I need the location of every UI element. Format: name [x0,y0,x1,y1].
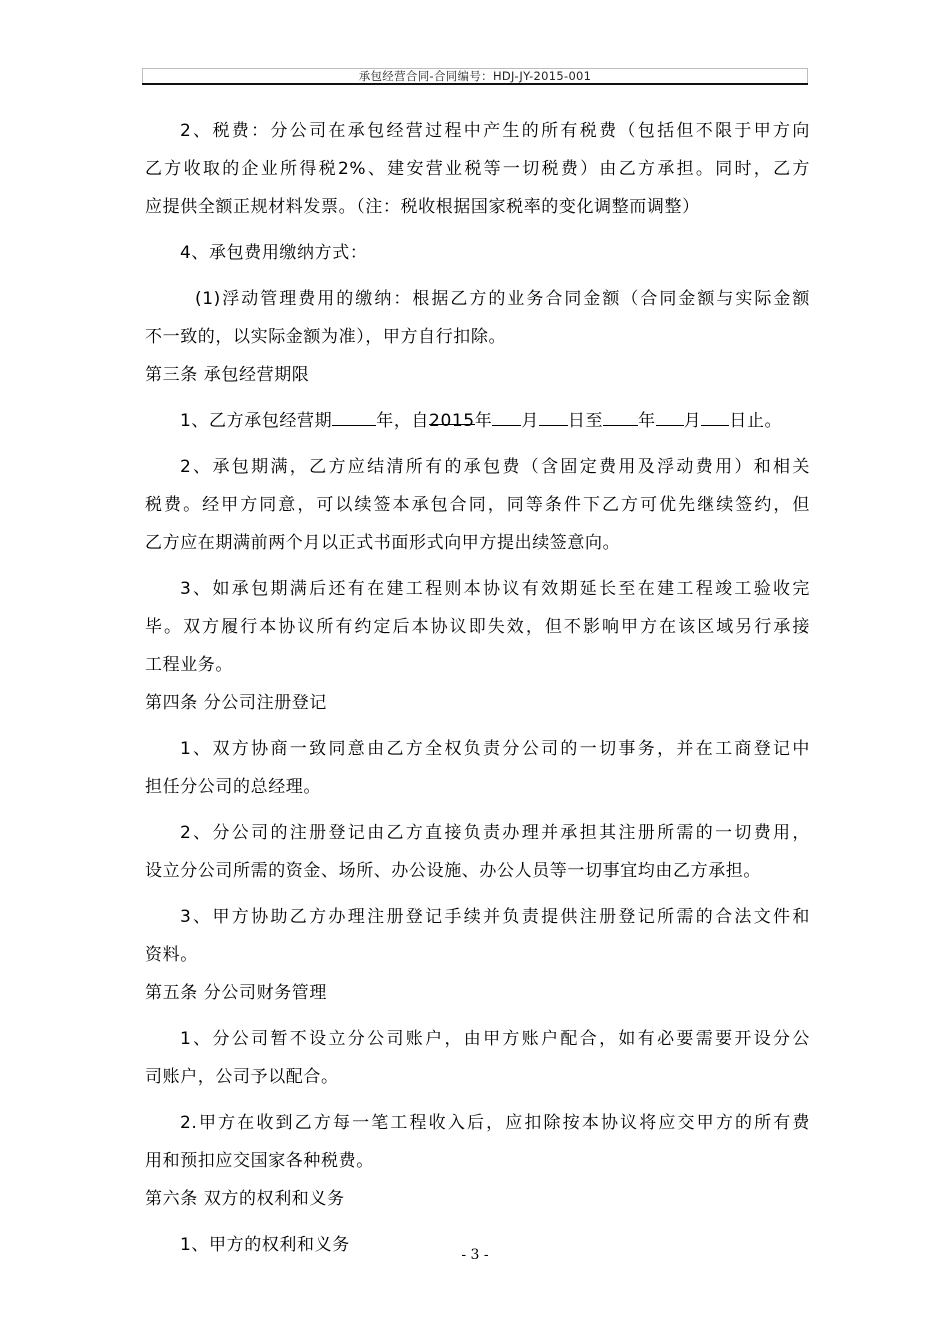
payment-method-title: 4、承包费用缴纳方式： [180,243,368,263]
end-day-blank [701,403,729,426]
header-rule [142,83,808,85]
term-years-blank [332,403,376,426]
art3-p3-line-3: 工程业务。 [145,655,233,675]
page-header [142,68,808,83]
art4-p1-line-1: 1、双方协商一致同意由乙方全权负责分公司的一切事务，并在工商登记中 [180,739,810,759]
start-day-blank [539,403,568,426]
art3-p3-line-1: 3、如承包期满后还有在建工程则本协议有效期延长至在建工程竣工验收完 [180,579,810,599]
art5-p2-line-2: 用和预扣应交国家各种税费。 [145,1151,374,1171]
art3-p2-line-2: 税费。经甲方同意，可以续签本承包合同，同等条件下乙方可优先继续签约，但 [145,495,810,515]
start-year-value: 2015 [429,402,475,425]
art5-p2-line-1: 2.甲方在收到乙方每一笔工程收入后，应扣除按本协议将应交甲方的所有费 [180,1113,810,1133]
art4-p2-line-2: 设立分公司所需的资金、场所、办公设施、办公人员等一切事宜均由乙方承担。 [145,861,761,881]
end-month-blank [656,403,684,426]
art3-p3-line-2: 毕。双方履行本协议所有约定后本协议即失效，但不影响甲方在该区域另行承接 [145,617,810,637]
art4-p1-line-2: 担任分公司的总经理。 [145,777,321,797]
article-4-title: 第四条 分公司注册登记 [145,693,328,713]
art6-p1-heading: 1、甲方的权利和义务 [180,1235,350,1255]
document-body [145,112,810,1264]
article-5-title: 第五条 分公司财务管理 [145,983,328,1003]
art5-p1-line-1: 1、分公司暂不设立分公司账户，由甲方账户配合，如有必要需要开设分公 [180,1029,810,1049]
header-text: 承包经营合同-合同编号：HDJ-JY-2015-001 [358,69,592,83]
end-year-blank [603,403,638,426]
art4-p3-line-1: 3、甲方协助乙方办理注册登记手续并负责提供注册登记所需的合法文件和 [180,907,810,927]
article-6-title: 第六条 双方的权利和义务 [145,1189,345,1209]
tax-line-2: 乙方收取的企业所得税2%、建安营业税等一切税费）由乙方承担。同时，乙方 [145,159,810,179]
payment-line-1: (1)浮动管理费用的缴纳：根据乙方的业务合同金额（合同金额与实际金额 [195,289,810,309]
tax-line-1: 2、税费：分公司在承包经营过程中产生的所有税费（包括但不限于甲方向 [180,121,810,141]
art3-p2-line-3: 乙方应在期满前两个月以正式书面形式向甲方提出续签意向。 [145,533,621,553]
art3-p2-line-1: 2、承包期满，乙方应结清所有的承包费（含固定费用及浮动费用）和相关 [180,457,810,477]
contract-term-line: 1、乙方承包经营期 年，自2015年 月 日至 年 月 日止。 [145,402,810,440]
page-number: - 3 - [461,1247,489,1263]
payment-line-2: 不一致的，以实际金额为准），甲方自行扣除。 [145,327,507,347]
art5-p1-line-2: 司账户，公司予以配合。 [145,1067,339,1087]
art4-p2-line-1: 2、分公司的注册登记由乙方直接负责办理并承担其注册所需的一切费用， [180,823,810,843]
art4-p3-line-2: 资料。 [145,945,198,965]
tax-line-3: 应提供全额正规材料发票。（注：税收根据国家税率的变化调整而调整） [145,197,700,217]
article-3-title: 第三条 承包经营期限 [145,365,310,385]
start-month-blank [492,403,521,426]
